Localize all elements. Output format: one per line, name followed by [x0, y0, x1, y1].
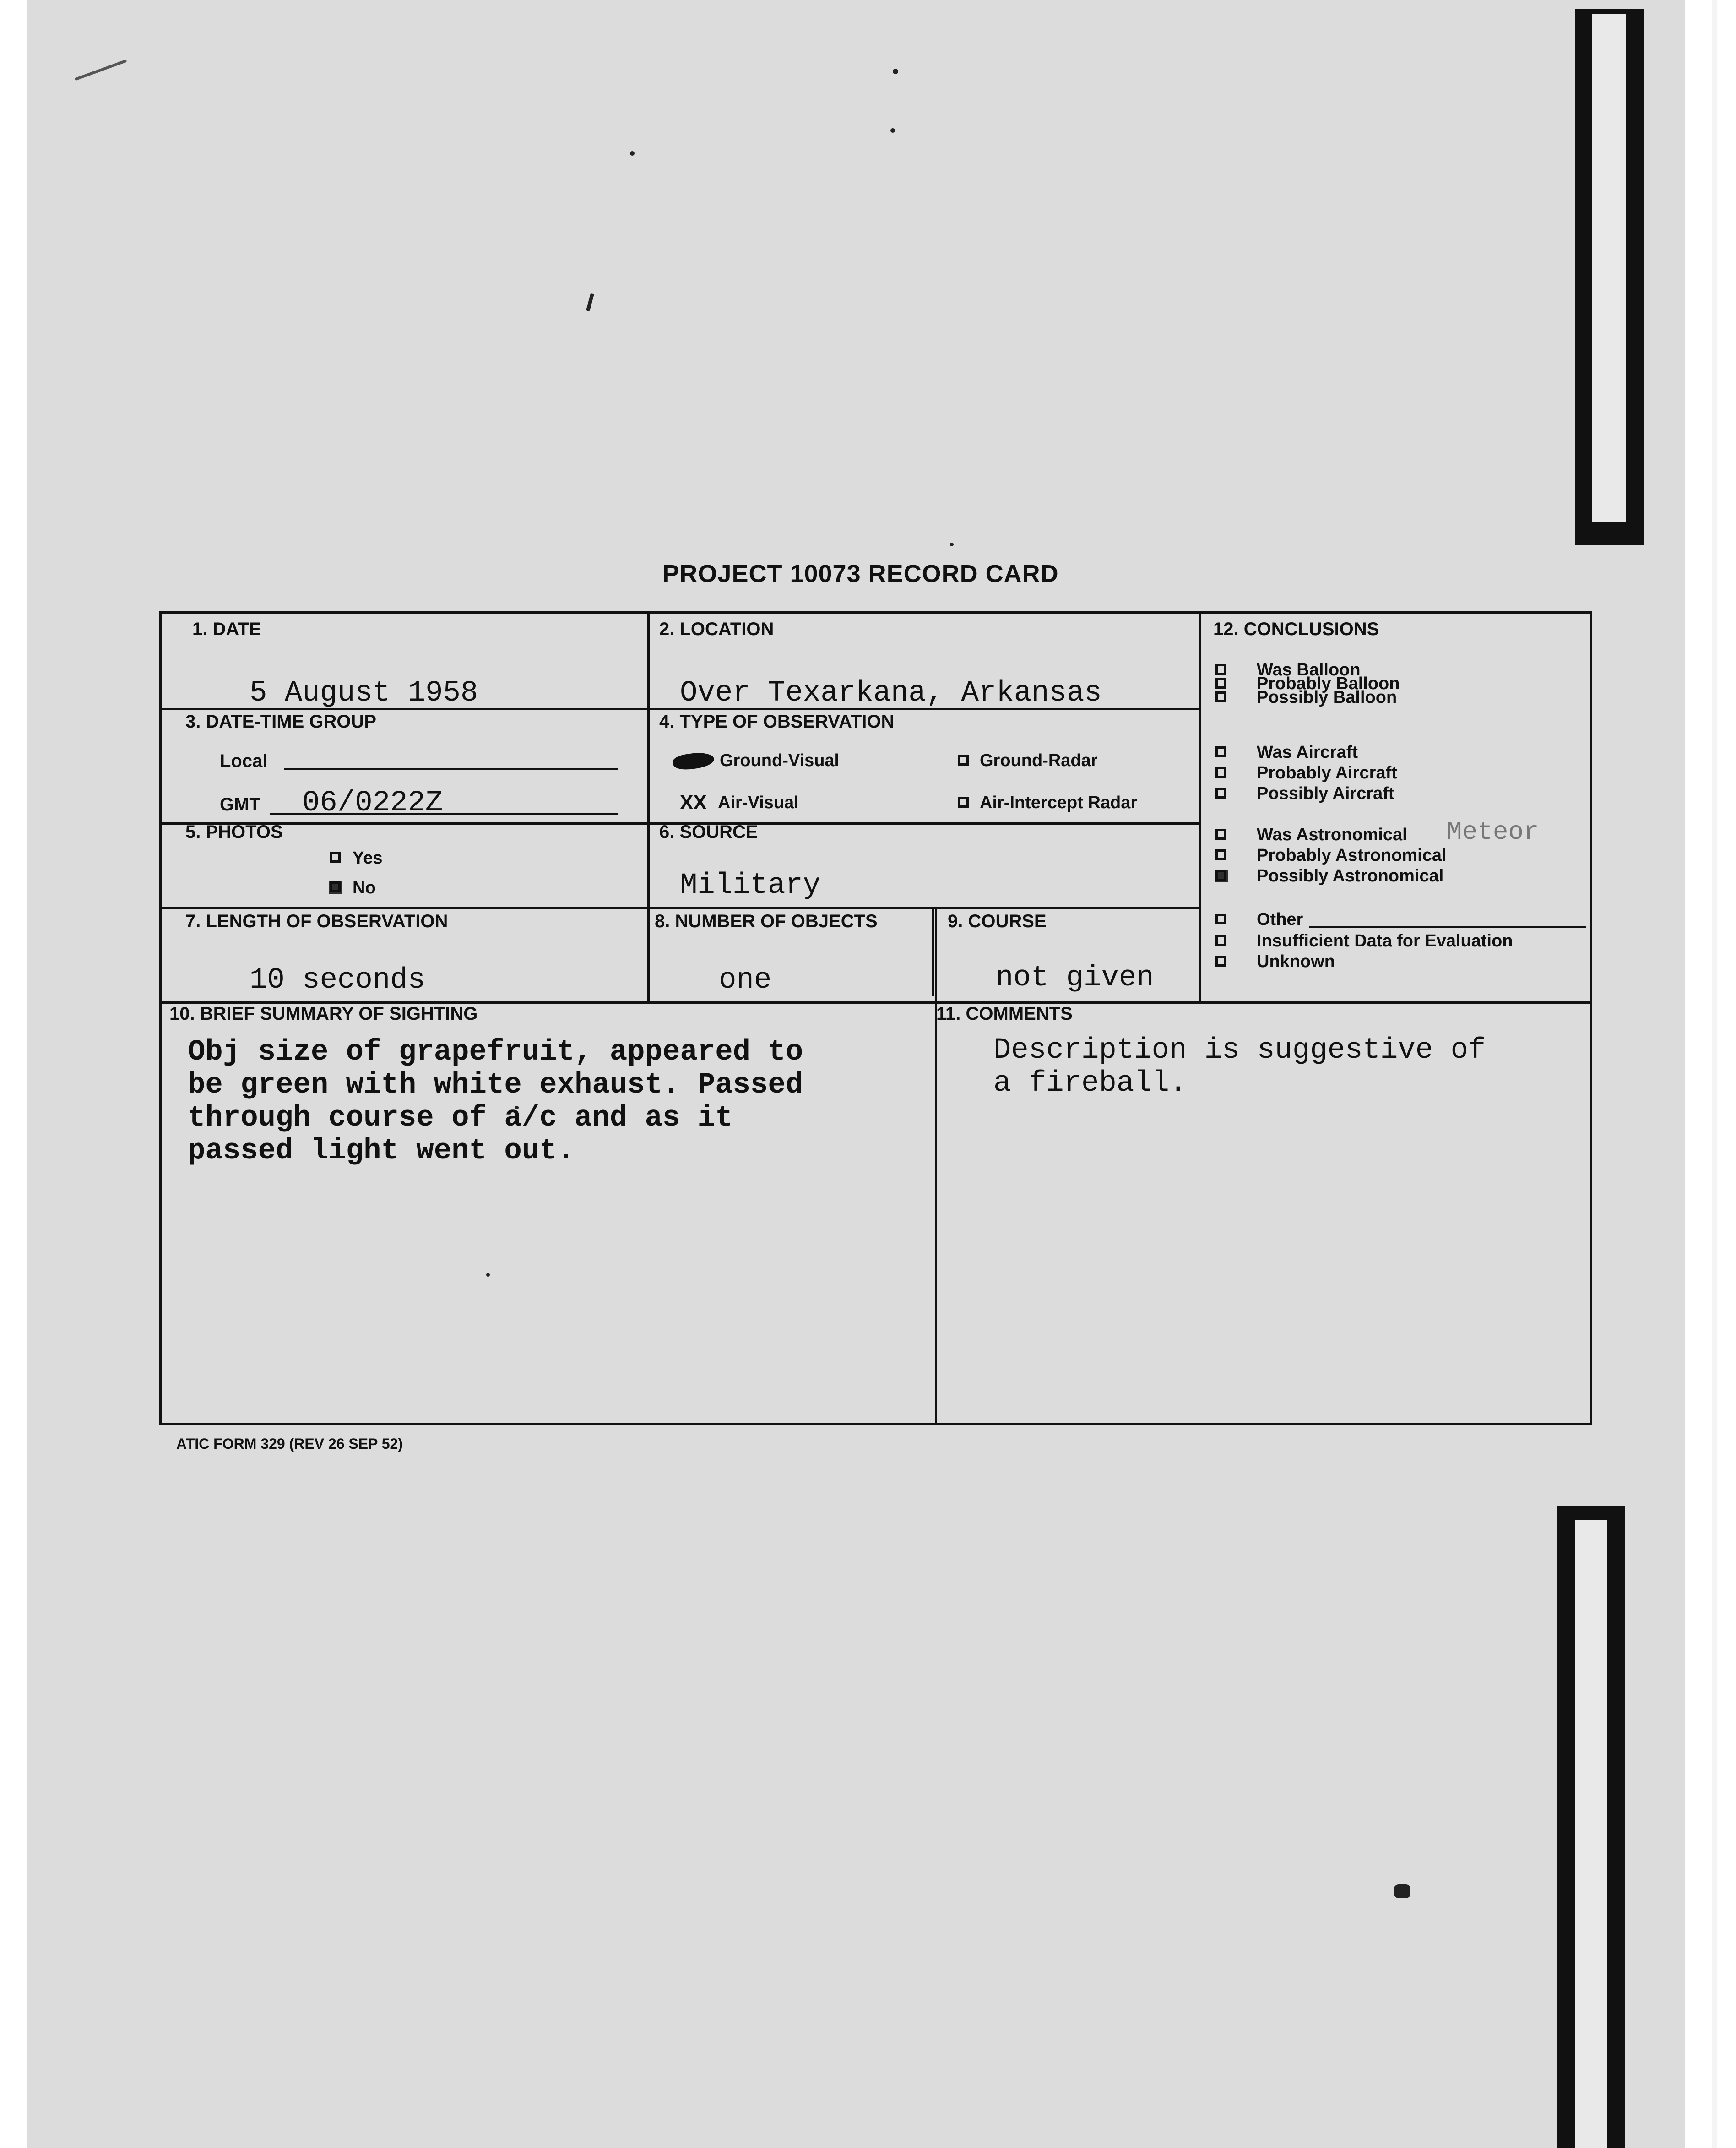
checkbox-photos-no[interactable]: [330, 881, 341, 892]
length-label: 7. LENGTH OF OBSERVATION: [185, 911, 448, 931]
option-probably-astronomical: Probably Astronomical: [1257, 846, 1447, 865]
checkbox-was-astronomical[interactable]: [1215, 829, 1226, 840]
option-air-visual: Air-Visual: [718, 793, 799, 812]
sheet-edge: [1712, 0, 1717, 2148]
option-possibly-balloon: Possibly Balloon: [1257, 688, 1397, 707]
option-insufficient-data: Insufficient Data for Evaluation: [1257, 931, 1513, 951]
option-possibly-aircraft: Possibly Aircraft: [1257, 784, 1394, 803]
checkbox-unknown[interactable]: [1215, 956, 1226, 967]
dust-speck: [890, 128, 895, 133]
option-photos-yes: Yes: [353, 848, 383, 868]
gmt-value: 06/0222Z: [302, 787, 443, 820]
checkbox-air-intercept-radar[interactable]: [958, 797, 969, 808]
form-footer: ATIC FORM 329 (REV 26 SEP 52): [176, 1436, 403, 1452]
checkbox-probably-astronomical[interactable]: [1215, 849, 1226, 860]
checkbox-ground-radar[interactable]: [958, 755, 969, 766]
conclusions-label: 12. CONCLUSIONS: [1213, 619, 1379, 639]
option-photos-no: No: [353, 878, 376, 897]
observation-type-label: 4. TYPE OF OBSERVATION: [659, 712, 895, 732]
divider: [1199, 614, 1201, 1001]
checkbox-was-balloon[interactable]: [1215, 664, 1226, 675]
local-field-line: [284, 768, 618, 770]
option-ground-visual: Ground-Visual: [720, 751, 840, 770]
option-probably-aircraft: Probably Aircraft: [1257, 763, 1397, 783]
checkbox-possibly-astronomical[interactable]: [1215, 870, 1226, 881]
checkbox-was-aircraft[interactable]: [1215, 746, 1226, 757]
divider: [647, 614, 650, 1001]
number-of-objects-value: one: [719, 964, 772, 997]
checkbox-photos-yes[interactable]: [330, 852, 341, 863]
photos-label: 5. PHOTOS: [185, 822, 283, 842]
option-was-aircraft: Was Aircraft: [1257, 743, 1358, 762]
source-value: Military: [680, 869, 821, 902]
source-label: 6. SOURCE: [659, 822, 758, 842]
checkbox-possibly-aircraft[interactable]: [1215, 788, 1226, 799]
dust-speck: [1394, 1884, 1410, 1898]
course-label: 9. COURSE: [948, 911, 1047, 931]
local-label: Local: [220, 751, 268, 771]
divider: [932, 907, 934, 996]
option-other: Other: [1257, 910, 1303, 929]
other-field-line: [1309, 926, 1586, 928]
dust-speck: [630, 151, 635, 156]
dust-speck: [893, 69, 898, 74]
location-value: Over Texarkana, Arkansas: [680, 677, 1102, 710]
date-value: 5 August 1958: [250, 677, 478, 710]
binder-clip-bottom-inner: [1575, 1520, 1607, 2148]
checkbox-possibly-balloon[interactable]: [1215, 691, 1226, 702]
checkbox-probably-aircraft[interactable]: [1215, 767, 1226, 778]
option-was-astronomical: Was Astronomical: [1257, 825, 1407, 844]
number-of-objects-label: 8. NUMBER OF OBJECTS: [655, 911, 878, 931]
summary-label: 10. BRIEF SUMMARY OF SIGHTING: [169, 1004, 478, 1024]
location-label: 2. LOCATION: [659, 619, 774, 639]
option-ground-radar: Ground-Radar: [980, 751, 1098, 770]
divider: [935, 1001, 937, 1425]
comments-label: 11. COMMENTS: [936, 1004, 1073, 1024]
length-value: 10 seconds: [250, 964, 426, 997]
option-unknown: Unknown: [1257, 952, 1335, 971]
dust-speck: [950, 543, 954, 546]
option-was-balloon: Was Balloon: [1257, 660, 1361, 680]
comments-value: Description is suggestive of a fireball.: [993, 1034, 1486, 1100]
date-label: 1. DATE: [192, 619, 261, 639]
card-title: PROJECT 10073 RECORD CARD: [662, 560, 1059, 587]
checkbox-other[interactable]: [1215, 914, 1226, 924]
option-air-intercept-radar: Air-Intercept Radar: [980, 793, 1138, 812]
meteor-annotation: Meteor: [1447, 817, 1539, 847]
course-value: not given: [996, 962, 1154, 995]
summary-value: Obj size of grapefruit, appeared to be green with white exhaust. Passed through course of a/c and as it passed light went out.: [188, 1036, 803, 1168]
checkbox-insufficient-data[interactable]: [1215, 935, 1226, 946]
checkbox-air-visual-marked[interactable]: XX: [680, 791, 707, 814]
option-possibly-astronomical: Possibly Astronomical: [1257, 866, 1444, 886]
divider: [162, 907, 1199, 909]
gmt-label: GMT: [220, 794, 260, 815]
binder-clip-top-inner: [1592, 14, 1626, 522]
date-time-group-label: 3. DATE-TIME GROUP: [185, 712, 377, 732]
option-probably-balloon: Probably Balloon: [1257, 674, 1400, 693]
checkbox-probably-balloon[interactable]: [1215, 678, 1226, 689]
